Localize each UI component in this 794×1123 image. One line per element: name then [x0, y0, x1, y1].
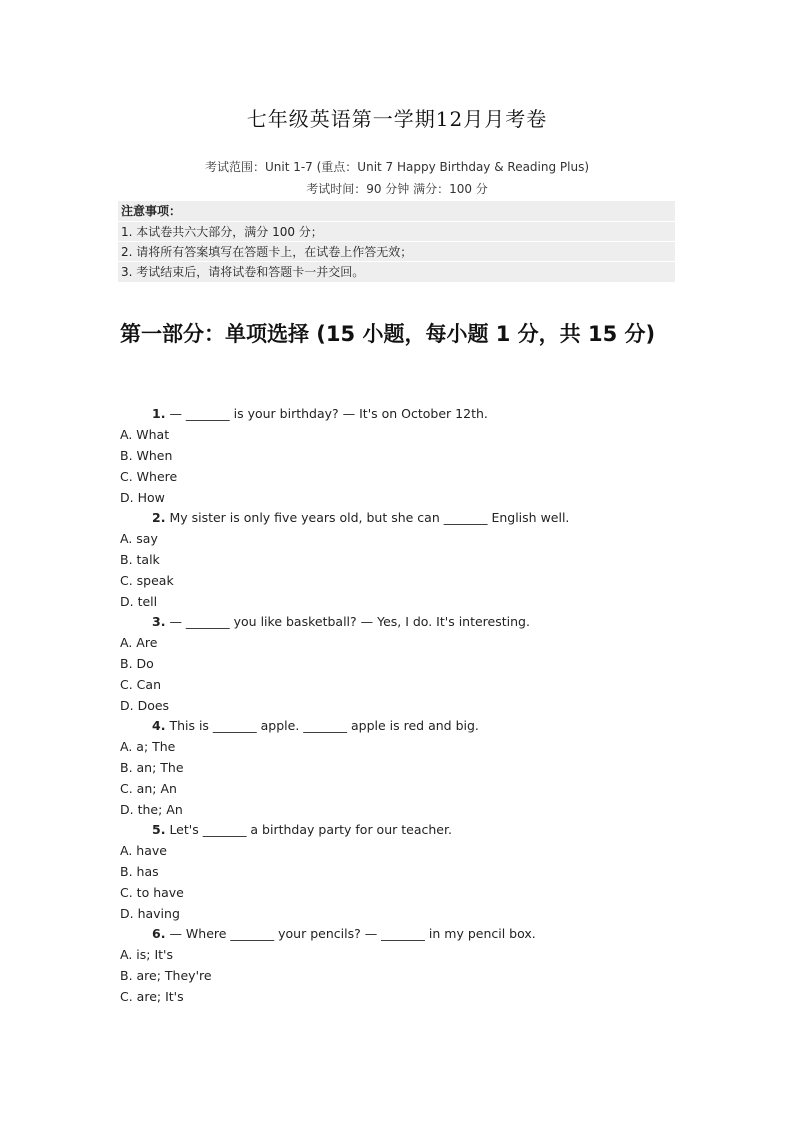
option: B. When: [120, 448, 173, 463]
notice-item: 3. 考试结束后，请将试卷和答题卡一并交回。: [121, 265, 365, 279]
question-text: Let's _______ a birthday party for our teacher.: [169, 822, 452, 837]
option: D. having: [120, 906, 180, 921]
question: [152, 510, 569, 525]
notice-item: 1. 本试卷共六大部分，满分 100 分；: [121, 225, 323, 239]
option: C. Can: [120, 677, 161, 692]
option: C. speak: [120, 573, 174, 588]
question: [152, 926, 536, 941]
exam-time-score: 考试时间：90 分钟 满分：100 分: [306, 182, 488, 196]
notice-box: [118, 201, 675, 282]
option: C. an; An: [120, 781, 177, 796]
option: A. Are: [120, 635, 158, 650]
question-text: — _______ is your birthday? — It's on October 12th.: [169, 406, 488, 421]
question-number: 4.: [152, 718, 166, 733]
option: B. Do: [120, 656, 154, 671]
option: D. How: [120, 490, 165, 505]
option: D. tell: [120, 594, 158, 609]
notice-item: 2. 请将所有答案填写在答题卡上，在试卷上作答无效；: [121, 245, 413, 259]
option: A. have: [120, 843, 167, 858]
question-number: 3.: [152, 614, 166, 629]
question-text: — Where _______ your pencils? — _______ in my pencil box.: [169, 926, 536, 941]
exam-scope: 考试范围：Unit 1-7 (重点：Unit 7 Happy Birthday & Reading Plus): [204, 160, 590, 174]
option: A. is; It's: [120, 947, 173, 962]
notice-heading: 注意事项：: [121, 204, 182, 218]
option: C. Where: [120, 469, 178, 484]
question-number: 1.: [152, 406, 166, 421]
question-number: 2.: [152, 510, 166, 525]
option: B. an; The: [120, 760, 184, 775]
question-number: 6.: [152, 926, 166, 941]
section-heading: 第一部分：单项选择 (15 小题，每小题 1 分，共 15 分): [120, 322, 656, 346]
option: A. a; The: [120, 739, 176, 754]
option: B. talk: [120, 552, 160, 567]
question-text: — _______ you like basketball? — Yes, I do. It's interesting.: [169, 614, 530, 629]
question-text: This is _______ apple. _______ apple is red and big.: [169, 718, 479, 733]
question: [152, 822, 452, 837]
question: [152, 406, 488, 421]
question: [152, 718, 479, 733]
option: C. to have: [120, 885, 184, 900]
question: [152, 614, 530, 629]
option: D. the; An: [120, 802, 183, 817]
question-text: My sister is only five years old, but she can _______ English well.: [169, 510, 570, 525]
option: D. Does: [120, 698, 170, 713]
option: B. has: [120, 864, 159, 879]
option: B. are; They're: [120, 968, 212, 983]
question-number: 5.: [152, 822, 166, 837]
option: A. say: [120, 531, 158, 546]
option: A. What: [120, 427, 170, 442]
exam-title: 七年级英语第一学期12月月考卷: [246, 107, 548, 131]
option: C. are; It's: [120, 989, 184, 1004]
